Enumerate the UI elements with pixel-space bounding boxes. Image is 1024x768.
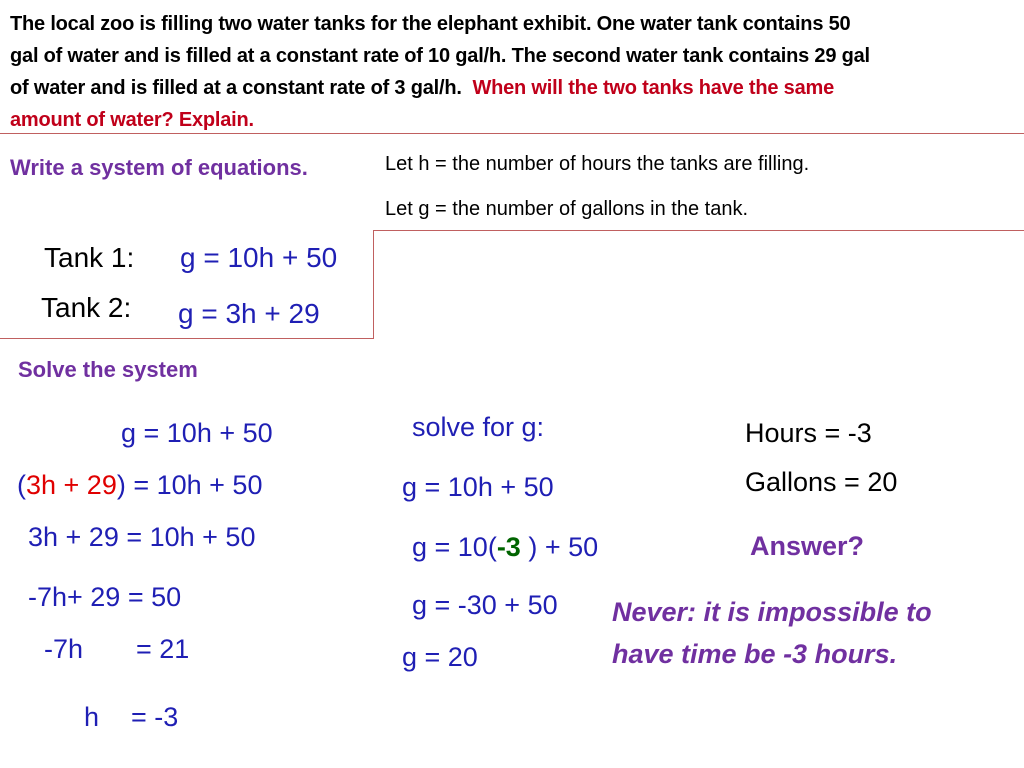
tank1-equation: g = 10h + 50 <box>180 242 338 273</box>
solve-step-2 <box>17 470 262 501</box>
box-side-border <box>373 230 374 339</box>
solve-g-step-2-pre: g = 10( <box>412 532 497 562</box>
solve-step-5-right: = 21 <box>136 634 190 664</box>
solve-step-5-left: -7h <box>44 634 84 664</box>
problem-statement <box>10 8 1010 136</box>
box-bottom-border <box>0 338 374 339</box>
solve-g-step-3: g = -30 + 50 <box>412 590 558 620</box>
solve-g-step-1: g = 10h + 50 <box>402 472 554 502</box>
solve-step-6-right: = -3 <box>131 702 179 732</box>
answer-line-2: have time be -3 hours. <box>612 639 898 669</box>
solve-g-step-2 <box>412 532 598 563</box>
answer-heading: Answer? <box>750 531 865 561</box>
solve-step-1: g = 10h + 50 <box>121 418 273 448</box>
system-heading: Write a system of equations. <box>10 155 308 180</box>
problem-line-3 <box>10 72 1010 104</box>
solve-step-2-open: ( <box>17 470 26 500</box>
tank2-equation: g = 3h + 29 <box>178 298 320 329</box>
solve-g-heading: solve for g: <box>412 412 545 442</box>
solve-step-3: 3h + 29 = 10h + 50 <box>28 522 256 552</box>
answer-line-1: Never: it is impossible to <box>612 597 932 627</box>
problem-line-2: gal of water and is filled at a constant rate of 10 gal/h. The second water tank contains 29 gal <box>10 45 870 67</box>
problem-question-part-2: amount of water? Explain. <box>10 109 254 131</box>
tank2-label: Tank 2: <box>41 292 132 323</box>
solve-g-step-2-value: -3 <box>496 532 521 562</box>
hours-result: Hours = -3 <box>745 418 872 448</box>
let-g-definition: Let g = the number of gallons in the tank. <box>385 198 749 220</box>
solve-step-6-left: h <box>84 702 100 732</box>
top-divider <box>0 133 1024 134</box>
problem-line-1: The local zoo is filling two water tanks for the elephant exhibit. One water tank contains 50 <box>10 13 851 35</box>
solve-g-step-2-post: ) + 50 <box>520 532 599 562</box>
tank1-label: Tank 1: <box>44 242 135 273</box>
let-h-definition: Let h = the number of hours the tanks are filling. <box>385 153 810 175</box>
solve-heading: Solve the system <box>18 357 198 382</box>
box-top-border <box>373 230 1024 231</box>
problem-question-part-1: When will the two tanks have the same <box>472 77 835 99</box>
solve-step-4: -7h+ 29 = 50 <box>28 582 182 612</box>
problem-line-3-text: of water and is filled at a constant rate of 3 gal/h. <box>10 77 462 99</box>
solve-g-step-4: g = 20 <box>402 642 478 672</box>
solve-step-2-substitution: 3h + 29 <box>26 470 117 500</box>
solve-step-2-rest: ) = 10h + 50 <box>116 470 263 500</box>
gallons-result: Gallons = 20 <box>745 467 898 497</box>
